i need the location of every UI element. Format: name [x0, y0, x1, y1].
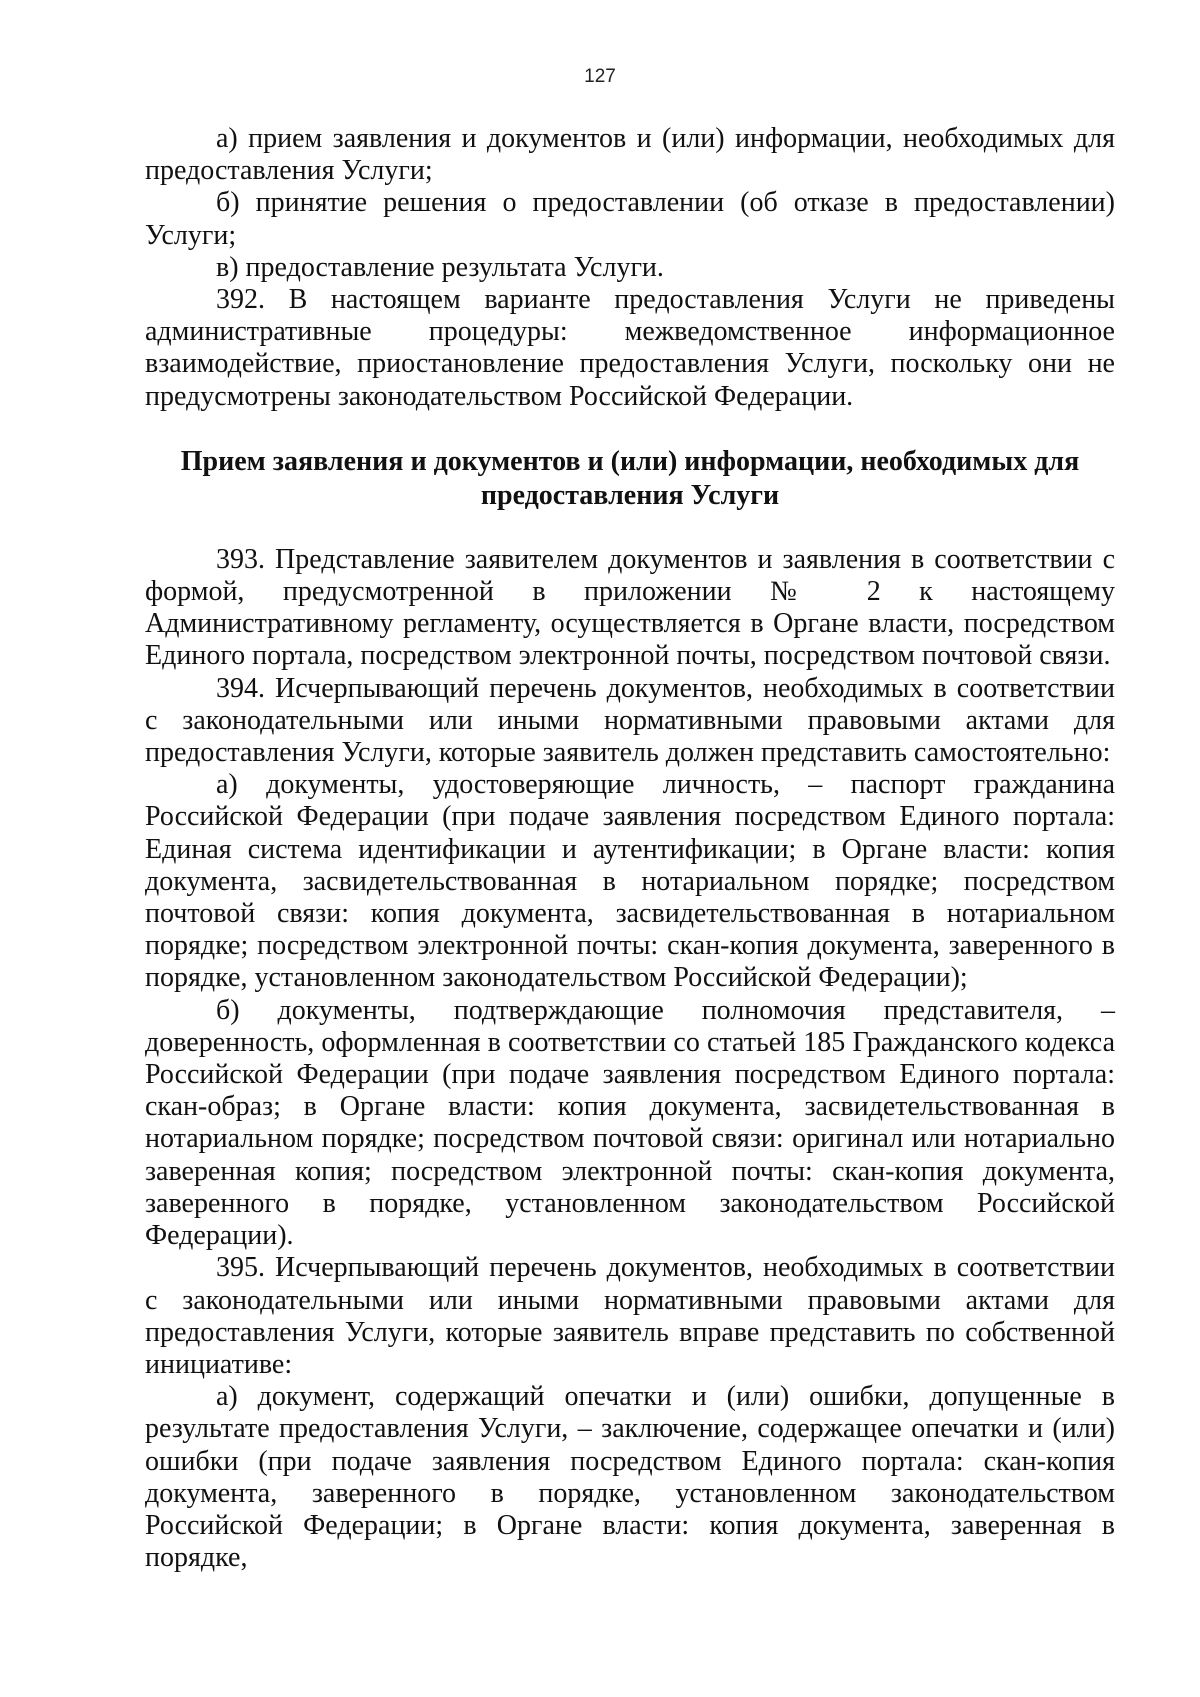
paragraph-item-v: в) предоставление результата Услуги.: [216, 251, 664, 283]
paragraph-394: 394. Исчерпывающий перечень документов, необходимых в соответствии с законодательными или иными нормативными правовыми актами для предоставления Услуги, которые заявитель должен представить самостоятельно:: [145, 672, 1115, 769]
paragraph-395-a: а) документ, содержащий опечатки и (или) ошибки, допущенные в результате предоставления Услуги, – заключение, содержащее опечатки и (или) ошибки (при подаче заявления посредством Единого портала: скан-копия документа, заверенного в порядке, установленном законодательством Российской Федерации; в Органе власти: копия документа, заверенная в порядке,: [145, 1381, 1115, 1574]
paragraph-394-b: б) документы, подтверждающие полномочия представителя, – доверенность, оформленная в соответствии со статьей 185 Гражданского кодекса Российской Федерации (при подаче заявления посредством Единого портала: скан-образ; в Органе власти: копия документа, засвидетельствованная в нотариальном порядке; посредством почтовой связи: оригинал или нотариально заверенная копия; посредством электронной почты: скан-копия документа, заверенного в порядке, установленном законодательством Российской Федерации).: [145, 994, 1115, 1252]
paragraph-395: 395. Исчерпывающий перечень документов, необходимых в соответствии с законодательными или иными нормативными правовыми актами для предоставления Услуги, которые заявитель вправе представить по собственной инициативе:: [145, 1252, 1115, 1380]
paragraph-item-b: б) принятие решения о предоставлении (об отказе в предоставлении) Услуги;: [145, 187, 1115, 251]
document-body: [145, 123, 1115, 1574]
section-heading: Прием заявления и документов и (или) информации, необходимых для предоставления Услуги: [180, 445, 1080, 511]
page-number: 127: [584, 66, 616, 87]
paragraph-item-a: а) прием заявления и документов и (или) информации, необходимых для предоставления Услуги;: [145, 123, 1115, 187]
paragraph-393: 393. Представление заявителем документов и заявления в соответствии с формой, предусмотренной в приложении № 2 к настоящему Административному регламенту, осуществляется в Органе власти, посредством Единого портала, посредством электронной почты, посредством почтовой связи.: [145, 543, 1115, 672]
paragraph-394-a: а) документы, удостоверяющие личность, – паспорт гражданина Российской Федерации (при подаче заявления посредством Единого портала: Единая система идентификации и аутентификации; в Органе власти: копия документа, засвидетельствованная в нотариальном порядке; посредством почтовой связи: копия документа, засвидетельствованная в нотариальном порядке; посредством электронной почты: скан-копия документа, заверенного в порядке, установленном законодательством Российской Федерации);: [145, 769, 1115, 994]
paragraph-392: 392. В настоящем варианте предоставления Услуги не приведены административные процедуры: межведомственное информационное взаимодействие, приостановление предоставления Услуги, поскольку они не предусмотрены законодательством Российской Федерации.: [145, 284, 1115, 412]
